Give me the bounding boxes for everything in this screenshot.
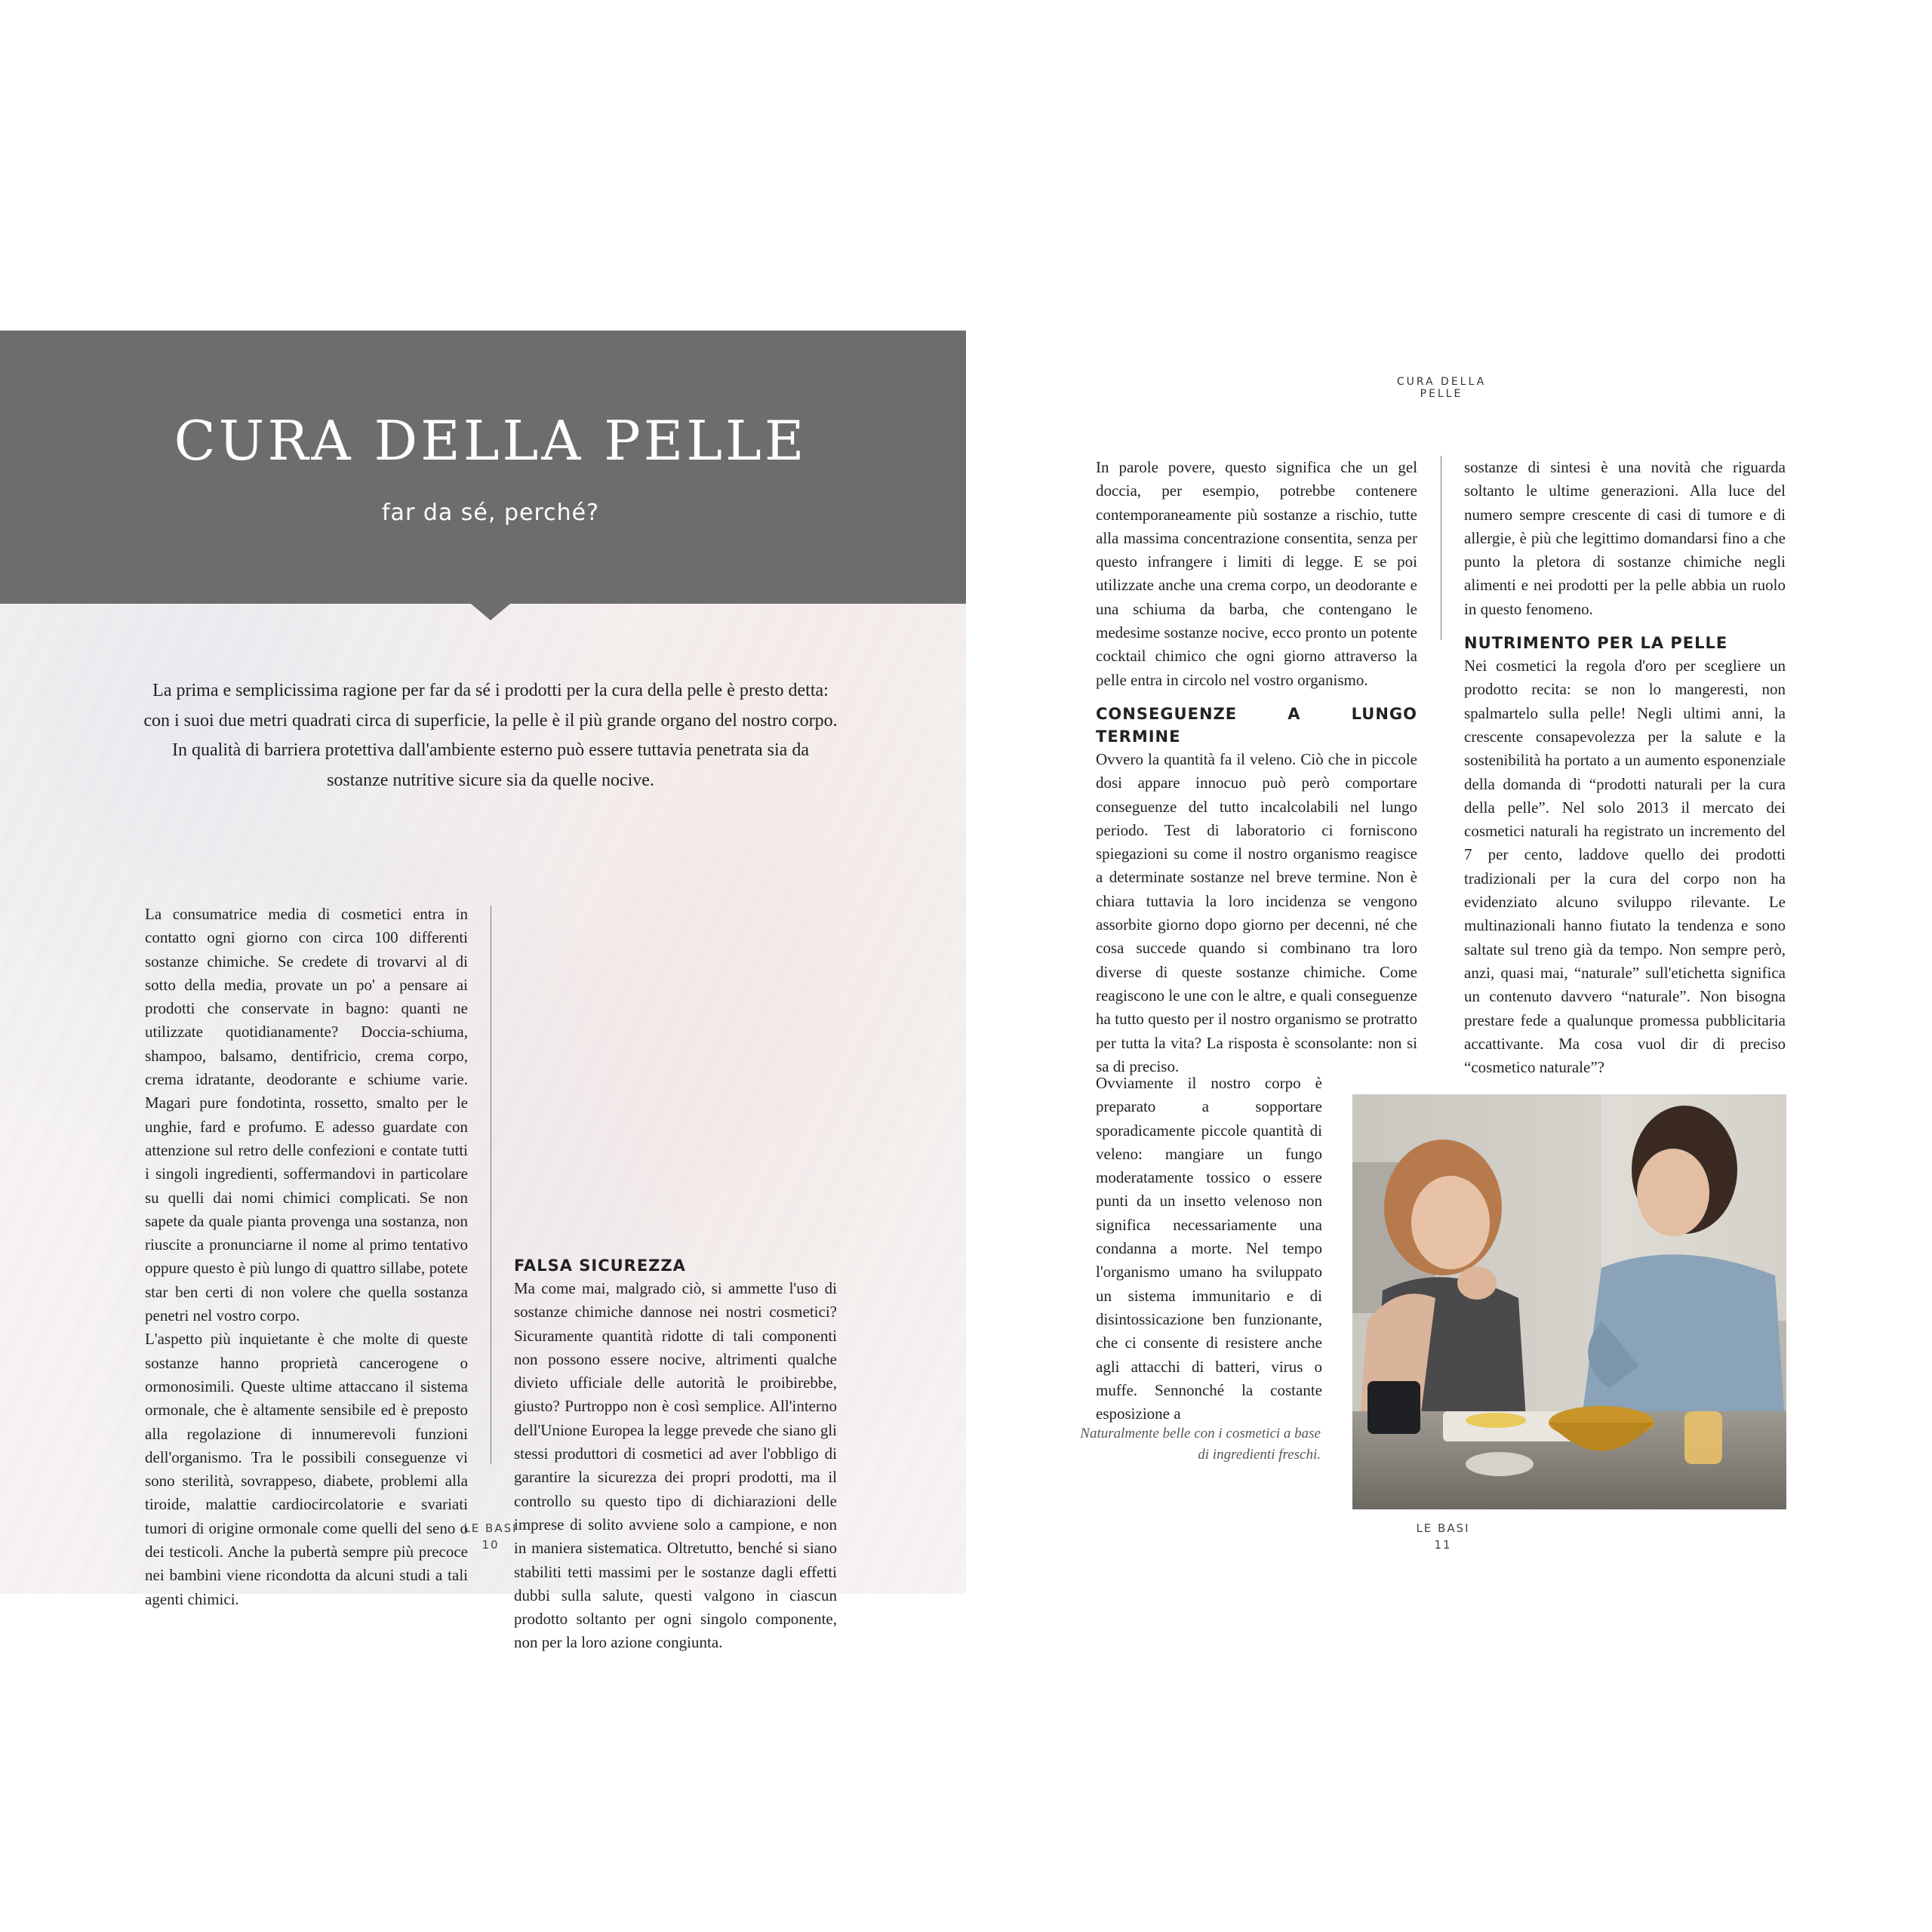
page-number: 10 (481, 1538, 500, 1552)
page-number: 11 (1434, 1538, 1452, 1552)
paragraph: sostanze di sintesi è una novità che riguarda soltanto le ultime generazioni. Alla luce del numero sempre crescente di casi di tumore e di allergie, è più che legittimo domandarsi fino a che punto la pletora di sostanze chimiche negli alimenti e nei prodotti per la pelle abbia un ruolo in questo fenomeno. (1464, 458, 1786, 618)
right-column-2 (1464, 456, 1786, 1079)
left-column-1 (145, 903, 468, 1611)
running-head: CURA DELLA PELLE (1396, 376, 1487, 400)
kitchen-photo (1352, 1094, 1786, 1509)
photo-caption: Naturalmente belle con i cosmetici a base di ingredienti freschi. (1080, 1426, 1321, 1463)
left-page (0, 331, 966, 1652)
paragraph: L'aspetto più inquietante è che molte di queste sostanze hanno proprietà cancerogene o ormonosimili. Queste ultime attaccano il sistema ormonale, che è altamente sensibile ed è preposto alla regolazione di innumerevoli funzioni dell'organismo. Tra le possibili conseguenze vi sono sterilità, sovrappeso, diabete, problemi alla tiroide, malattie cardiocircolatorie e svariati tumori di origine ormonale come quelli del seno o dei testicoli. Anche la pubertà sempre più precoce nei bambini viene ricondotta da alcuni studi a tali agenti chimici. (145, 1330, 468, 1608)
section-heading-nutrimento: NUTRIMENTO PER LA PELLE (1464, 634, 1728, 653)
paragraph: Ma come mai, malgrado ciò, si ammette l'uso di sostanze chimiche dannose nei nostri cosmetici? Sicuramente quantità ridotte di tali componenti non possono essere nocive, altrimenti qualche divieto ufficiale delle autorità le proibirebbe, giusto? Purtroppo non è così semplice. All'interno dell'Unione Europea la legge prevede che siano gli stessi produttori di cosmetici ad aver l'obbligo di garantire la sicurezza dei propri prodotti, ma il controllo su questo tipo di dichiarazioni delle imprese di solito avviene solo a campione, e non in maniera sistematica. Oltretutto, benché si siano stabiliti tetti massimi per le sostanze dagli effetti dubbi sulla salute, questi valgono in ciascun prodotto soltanto per ogni singolo componente, non per la loro azione congiunta. (514, 1279, 837, 1652)
paragraph: Ovviamente il nostro corpo è preparato a sopportare sporadicamente piccole quantità di veleno: mangiare un fungo moderatamente tossico o essere punti da un insetto velenoso non significa necessariamente una condanna a morte. Nel tempo l'organismo umano ha sviluppato un sistema immunitario e di disintossicazione ben funzionante, che ci consente di resistere anche agli attacchi di batteri, virus o muffe. Sennonché la costante esposizione a (1096, 1074, 1322, 1423)
right-folio (1398, 1520, 1488, 1553)
folio-label: LE BASI (463, 1521, 518, 1535)
title-band (0, 331, 966, 604)
section-heading-conseguenze: CONSEGUENZE A LUNGO TERMINE (1096, 704, 1417, 746)
right-column-1-continued (1096, 1072, 1322, 1426)
paragraph: La consumatrice media di cosmetici entra in contatto ogni giorno con circa 100 differenti sostanze chimiche. Se credete di trovarvi al di sotto della media, provate un po' a pensare ai prodotti che conservate in bagno: quanti ne utilizzate quotidianamente? Doccia-schiuma, shampoo, balsamo, dentifricio, crema corpo, crema idratante, deodorante e schiume varie. Magari pure fondotinta, rossetto, smalto per le unghie, fard e profumo. E adesso guardate con attenzione sul retro delle confezioni e contate tutti i singoli ingredienti, soffermandovi in particolare su quelli dai nomi chimici complicati. Se non sapete da quale pianta provenga una sostanza, non riuscite a pronunciarne il nome al primo tentativo oppure questo è più lungo di quattro sillabe, potete star ben certi di non volere che quella sostanza penetri nel vostro corpo. (145, 905, 468, 1325)
section-heading-falsa-sicurezza: FALSA SICUREZZA (514, 1257, 686, 1275)
band-pointer-arrow (471, 604, 510, 620)
paragraph: In parole povere, questo significa che un gel doccia, per esempio, potrebbe contenere contemporaneamente più sostanze a rischio, tutte alla massima concentrazione consentita, senza per questo infrangere i limiti di legge. E se poi utilizzate anche una crema corpo, un deodorante e una schiuma da barba, che contengano le medesime sostanze nocive, ecco pronto un potente cocktail chimico che ogni giorno attraverso la pelle entra in circolo nel vostro organismo. (1096, 458, 1417, 689)
paragraph: Nei cosmetici la regola d'oro per scegliere un prodotto recita: se non lo mangeresti, non spalmartelo sulla pelle! Negli ultimi anni, la crescente consapevolezza per la salute e la sostenibilità ha portato a un aumento esponenziale della domanda di “prodotti naturali per la cura della pelle”. Nel solo 2013 il mercato dei cosmetici naturali ha registrato un incremento del 7 per cento, laddove quello dei prodotti tradizionali per la cura del corpo non ha evidenziato alcuno sviluppo rilevante. Le multinazionali hanno fiutato la tendenza e sono saltate sul treno già da tempo. Non sempre però, anzi, quasi mai, “naturale” sull'etichetta significa un contenuto davvero “naturale”. Non bisogna prestare fede a qualunque promessa pubblicitaria accattivante. Ma cosa vuol dir di preciso “cosmetico naturale”? (1464, 657, 1786, 1077)
chapter-subtitle: far da sé, perché? (382, 500, 599, 526)
book-spread (0, 331, 1932, 1652)
left-column-2 (514, 1244, 837, 1655)
chapter-title: CURA DELLA PELLE (174, 409, 808, 472)
two-women-cooking-image (1352, 1094, 1786, 1509)
folio-label: LE BASI (1416, 1521, 1470, 1535)
right-column-1 (1096, 456, 1417, 1078)
intro-paragraph: La prima e semplicissima ragione per far da sé i prodotti per la cura della pelle è presto detta: con i suoi due metri quadrati circa di superficie, la pelle è il più grande organo del nostro corpo. In qualità di barriera protettiva dall'ambiente esterno può essere tuttavia penetrata sia da sostanze nutritive sicure sia da quelle nocive. (143, 681, 838, 790)
left-folio (445, 1520, 536, 1553)
paragraph: Ovvero la quantità fa il veleno. Ciò che in piccole dosi appare innocuo può però comportare conseguenze del tutto incalcolabili nel lungo periodo. Test di laboratorio ci forniscono spiegazioni su come il nostro organismo reagisce a determinate sostanze nel breve termine. Non è chiara tuttavia la loro incidenza se vengono assorbite giorno dopo giorno per decenni, né che cosa succede quando si combinano tra loro diverse di queste sostanze chimiche. Come reagiscono le une con le altre, e quali conseguenze ha tutto questo per il nostro organismo se protratto per tutta la vita? La risposta è sconsolante: non si sa di preciso. (1096, 749, 1417, 1075)
